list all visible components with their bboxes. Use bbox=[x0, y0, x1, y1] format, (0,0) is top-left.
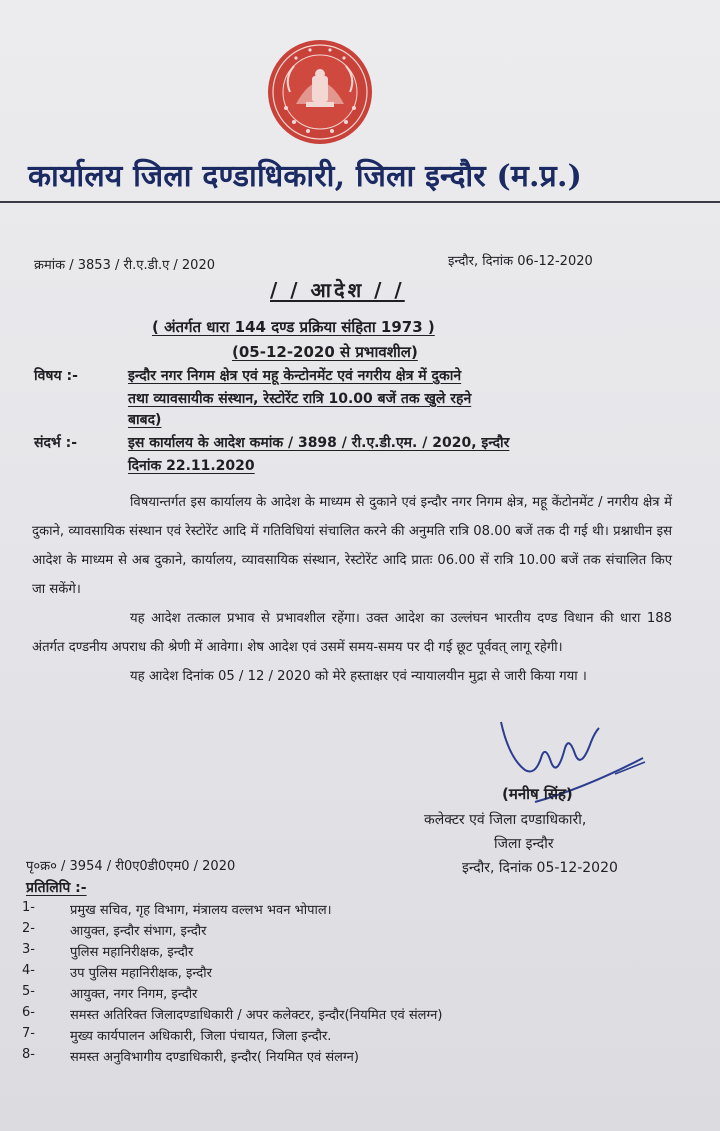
list-item-text: मुख्य कार्यपालन अधिकारी, जिला पंचायत, जिला इन्दौर. bbox=[70, 1029, 332, 1044]
list-item-number: 5- bbox=[22, 984, 35, 999]
reference-label: संदर्भ :- bbox=[34, 435, 78, 451]
list-item-text: समस्त अनुविभागीय दण्डाधिकारी, इन्दौर( नियमित एवं संलग्न) bbox=[70, 1050, 359, 1065]
list-item-text: आयुक्त, इन्दौर संभाग, इन्दौर bbox=[70, 924, 207, 939]
signatory-place-date: इन्दौर, दिनांक 05-12-2020 bbox=[462, 860, 618, 876]
subject-line: तथा व्यावसायीक संस्थान, रेस्टोरेंट रात्रि 10.00 बजें तक खुले रहने bbox=[128, 391, 472, 407]
subject-line: बाबद) bbox=[128, 412, 162, 428]
office-title: कार्यालय जिला दण्डाधिकारी, जिला इन्दौर (म.प्र.) bbox=[28, 159, 582, 194]
act-line: ( अंतर्गत धारा 144 दण्ड प्रक्रिया संहिता 1973 ) bbox=[152, 318, 435, 336]
subject-label: विषय :- bbox=[34, 368, 78, 384]
order-number: क्रमांक / 3853 / री.ए.डी.ए / 2020 bbox=[34, 258, 215, 273]
list-item-number: 1- bbox=[22, 900, 35, 915]
list-item-number: 8- bbox=[22, 1047, 35, 1062]
list-item-text: पुलिस महानिरीक्षक, इन्दौर bbox=[70, 945, 194, 960]
list-item-number: 3- bbox=[22, 942, 35, 957]
subject-line: इन्दौर नगर निगम क्षेत्र एवं महू केन्टोनमेंट एवं नगरीय क्षेत्र में दुकाने bbox=[128, 368, 462, 384]
order-body bbox=[32, 488, 672, 691]
effective-date-line: (05-12-2020 से प्रभावशील) bbox=[232, 343, 418, 361]
signatory-district: जिला इन्दौर bbox=[494, 836, 554, 852]
endorsement-ref-number: पृ०क्र० / 3954 / री0ए0डी0एम0 / 2020 bbox=[26, 859, 236, 874]
body-paragraph: यह आदेश दिनांक 05 / 12 / 2020 को मेरे हस्ताक्षर एवं न्यायालयीन मुद्रा से जारी किया गया । bbox=[130, 669, 587, 684]
list-item-number: 7- bbox=[22, 1026, 35, 1041]
signatory-designation: कलेक्टर एवं जिला दण्डाधिकारी, bbox=[424, 812, 587, 828]
list-item-number: 6- bbox=[22, 1005, 35, 1020]
reference-line: इस कार्यालय के आदेश कमांक / 3898 / री.ए.डी.एम. / 2020, इन्दौर bbox=[128, 435, 510, 451]
order-heading: / / आदेश / / bbox=[270, 278, 405, 302]
order-place-date: इन्दौर, दिनांक 06-12-2020 bbox=[448, 254, 593, 269]
reference-line: दिनांक 22.11.2020 bbox=[128, 458, 255, 474]
body-paragraph: विषयान्तर्गत इस कार्यालय के आदेश के माध्यम से दुकाने एवं इन्दौर नगर निगम क्षेत्र, महू केंटोनमेंट / नगरीय क्षेत्र में दुकाने, व्यावसायिक संस्थान एवं रेस्टोरेंट आदि में गतिविधियां संचालित करने की अनुमति रात्रि 08.00 बजें तक दी गई थी। प्रश्नाधीन इस आदेश के माध्यम से अब दुकाने, कार्यालय, व्यावसायिक संस्थान, रेस्टोरेंट आदि प्रातः 06.00 सें रात्रि 10.00 बजें तक संचालित किए जा सकेंगे। bbox=[32, 495, 672, 597]
list-item-text: आयुक्त, नगर निगम, इन्दौर bbox=[70, 987, 198, 1002]
list-item-number: 4- bbox=[22, 963, 35, 978]
list-item-text: प्रमुख सचिव, गृह विभाग, मंत्रालय वल्लभ भवन भोपाल। bbox=[70, 903, 332, 918]
list-item-number: 2- bbox=[22, 921, 35, 936]
body-paragraph: यह आदेश तत्काल प्रभाव से प्रभावशील रहेंगा। उक्त आदेश का उल्लंघन भारतीय दण्ड विधान की धारा 188 अंतर्गत दण्डनीय अपराध की श्रेणी में आवेगा। शेष आदेश एवं उसमें समय-समय पर दी गई छूट पूर्ववत् लागू रहेगी। bbox=[32, 611, 672, 655]
header-divider bbox=[0, 201, 720, 203]
list-item-text: उप पुलिस महानिरीक्षक, इन्दौर bbox=[70, 966, 212, 981]
signatory-name: (मनीष सिंह) bbox=[502, 785, 573, 803]
list-item-text: समस्त अतिरिक्त जिलादण्डाधिकारी / अपर कलेक्टर, इन्दौर(नियमित एवं संलग्न) bbox=[70, 1008, 443, 1023]
copy-heading: प्रतिलिपि :- bbox=[26, 880, 87, 896]
government-emblem-seal-icon bbox=[266, 38, 374, 146]
